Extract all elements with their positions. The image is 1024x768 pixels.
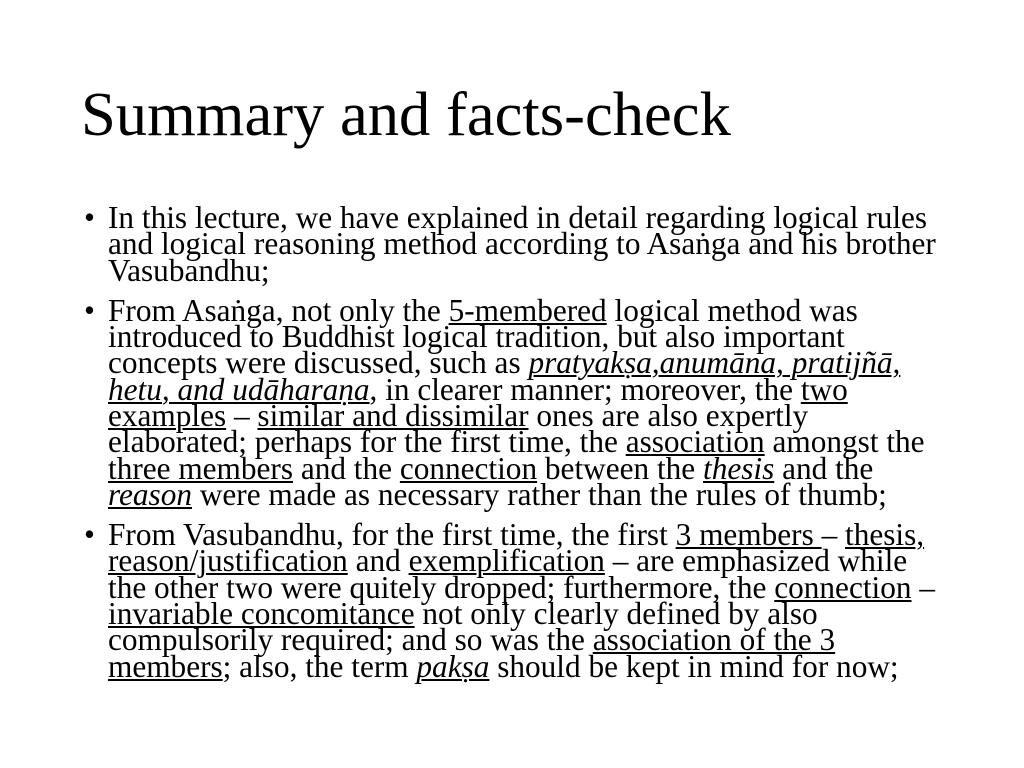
text-line — [108, 477, 936, 513]
italic-underlined-term: pratyakṣa,anumāna, pratijñā, — [528, 345, 901, 381]
bullet-text: logical method was — [606, 292, 858, 328]
bullet-text: ones are also expertly — [528, 398, 809, 434]
bullet-text: – are emphasized while — [604, 543, 908, 579]
bullet-text: – — [226, 398, 258, 434]
bullet-text: amongst the — [764, 424, 925, 460]
underlined-term: exemplification — [408, 543, 605, 579]
bullet-text: should be kept in mind for now; — [489, 648, 899, 684]
bullet-text: From Vasubandhu, for the first time, the first — [108, 517, 676, 553]
bullet-text: , in clearer manner; moreover, the — [369, 371, 801, 407]
underlined-term: reason/justification — [108, 543, 348, 579]
bullet-text: concepts were discussed, such as — [108, 345, 529, 381]
bullet-text: – — [821, 517, 846, 553]
underlined-term: invariable concomitance — [108, 596, 415, 632]
bullet-item — [84, 200, 936, 288]
bullet-item — [84, 517, 936, 684]
bullet-text: between the — [537, 450, 703, 486]
bullet-text: were made as necessary rather than the rules of thumb; — [192, 477, 887, 513]
bullet-text: and — [347, 543, 409, 579]
bullet-text: the other two were quitely dropped; furthermore, the — [108, 569, 775, 605]
bullet-item — [84, 292, 936, 513]
underlined-term: connection — [774, 569, 912, 605]
bullet-text: and logical reasoning method according to Asaṅga and his brother — [108, 226, 936, 262]
underlined-term: 5-membered — [448, 292, 607, 328]
bullet-text: – — [911, 569, 935, 605]
italic-underlined-term: reason — [108, 477, 192, 513]
bullet-text: ; also, the term — [222, 648, 417, 684]
bullet-text: elaborated; perhaps for the first time, the — [108, 424, 626, 460]
bullet-marker: • — [84, 200, 95, 235]
text-line — [108, 252, 936, 288]
underlined-term: thesis, — [845, 517, 925, 553]
bullet-marker: • — [84, 292, 95, 328]
slide-title: Summary and facts-check — [81, 79, 731, 149]
italic-underlined-term: thesis — [703, 450, 775, 486]
bullet-list — [84, 200, 936, 684]
bullet-text: Vasubandhu; — [108, 252, 270, 288]
bullet-text: not only clearly defined by also — [414, 596, 818, 632]
bullet-text: introduced to Buddhist logical tradition, but also important — [108, 319, 845, 355]
bullet-text: and the — [774, 450, 874, 486]
underlined-term: 3 members — [675, 517, 822, 553]
underlined-term: connection — [399, 450, 538, 486]
underlined-term: similar and dissimilar — [257, 398, 529, 434]
underlined-term: three members — [108, 450, 293, 486]
underlined-term: examples — [108, 398, 227, 434]
italic-underlined-term: hetu, and udāharaṇa — [108, 371, 370, 407]
bullet-text: From Asaṅga, not only the — [108, 292, 449, 328]
bullet-text: and the — [293, 450, 400, 486]
underlined-term: association — [625, 424, 765, 460]
underlined-term: two — [800, 371, 848, 407]
underlined-term: association of the 3 — [592, 622, 836, 658]
bullet-text: compulsorily required; and so was the — [108, 622, 593, 658]
bullet-text: In this lecture, we have explained in detail regarding logical rules — [108, 200, 928, 235]
text-line — [108, 648, 936, 684]
bullet-marker: • — [84, 517, 95, 553]
underlined-term: members — [108, 648, 223, 684]
italic-underlined-term: pakṣa — [416, 648, 490, 684]
